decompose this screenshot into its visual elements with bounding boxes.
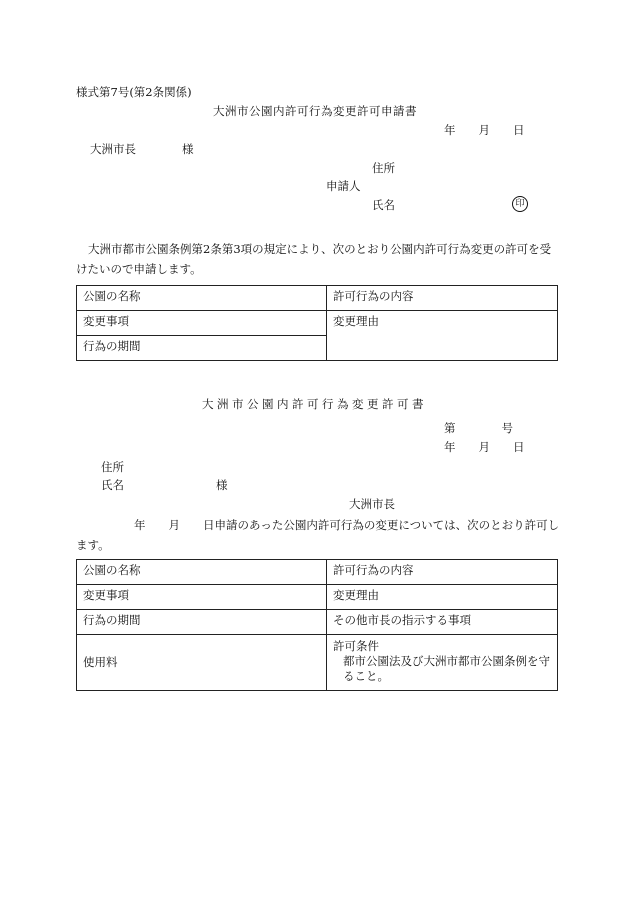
permit-name-label: 氏名 様 <box>101 478 228 492</box>
permit-table <box>76 559 558 691</box>
conditions-text: 都市公園法及び大洲市都市公園条例を守ること。 <box>343 654 550 683</box>
change-reason-cell: 変更理由 <box>327 311 558 361</box>
conditions-label: 許可条件 <box>333 639 379 653</box>
application-date-line: 年 月 日 <box>444 123 525 137</box>
period-cell: 行為の期間 <box>77 336 327 361</box>
application-title: 大洲市公園内許可行為変更許可申請書 <box>213 104 417 118</box>
change-item-cell: 変更事項 <box>77 585 327 610</box>
permit-address-label: 住所 <box>101 460 124 474</box>
park-name-cell: 公園の名称 <box>77 286 327 311</box>
form-number: 様式第7号(第2条関係) <box>76 85 192 99</box>
address-label: 住所 <box>372 161 395 175</box>
permit-body: 年 月 日申請のあった公園内許可行為の変更については、次のとおり許可します。 <box>76 518 560 552</box>
permit-title: 大洲市公園内許可行為変更許可書 <box>202 397 427 411</box>
permit-issuer: 大洲市長 <box>349 497 395 511</box>
application-table <box>76 285 558 361</box>
applicant-label: 申請人 <box>326 179 361 193</box>
permitted-content-cell: 許可行為の内容 <box>327 560 558 585</box>
change-reason-cell: 変更理由 <box>327 585 558 610</box>
seal-mark: 印 <box>512 196 528 212</box>
name-label: 氏名 <box>372 198 395 212</box>
other-matters-cell: その他市長の指示する事項 <box>327 610 558 635</box>
fee-cell: 使用料 <box>77 635 327 691</box>
permitted-content-cell: 許可行為の内容 <box>327 286 558 311</box>
addressee: 大洲市長 様 <box>90 142 194 156</box>
park-name-cell: 公園の名称 <box>77 560 327 585</box>
permit-date-line: 年 月 日 <box>444 440 525 454</box>
permit-number-line: 第 号 <box>444 421 513 435</box>
change-item-cell: 変更事項 <box>77 311 327 336</box>
application-body: 大洲市都市公園条例第2条第3項の規定により、次のとおり公園内許可行為変更の許可を受けたいので申請します。 <box>76 242 552 276</box>
period-cell: 行為の期間 <box>77 610 327 635</box>
conditions-cell <box>327 635 558 691</box>
